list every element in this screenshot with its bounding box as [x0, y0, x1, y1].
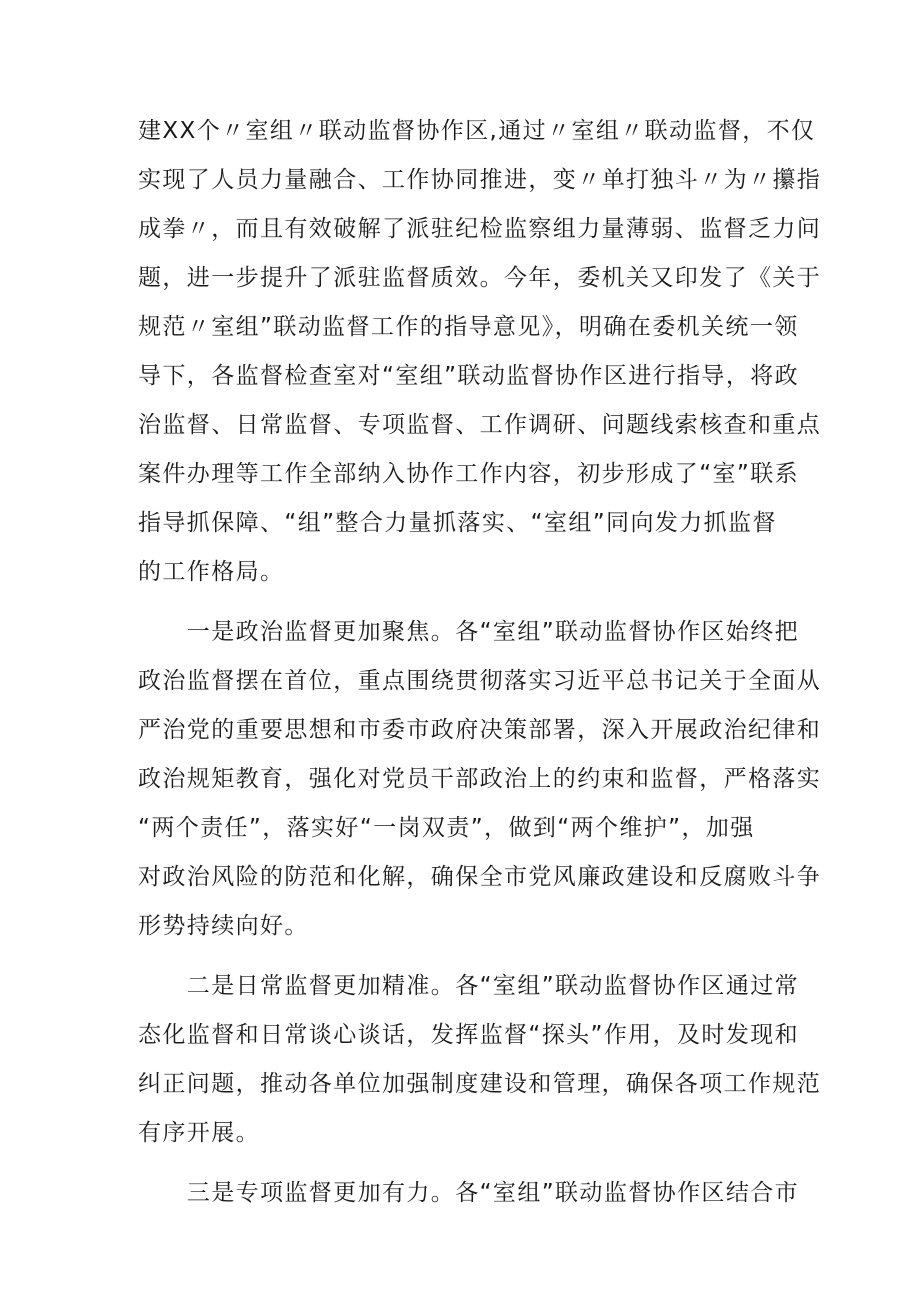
paragraph-spacer	[138, 597, 798, 608]
paragraph-intro	[138, 107, 822, 597]
text-line: 建XX个〃室组〃联动监督协作区,通过〃室组〃联动监督，不仅	[138, 118, 816, 144]
text-line: 一是政治监督更加聚焦。各“室组”联动监督协作区始终把	[138, 619, 800, 645]
text-line: 态化监督和日常谈心谈话，发挥监督“探头”作用，及时发现和	[138, 1022, 800, 1048]
text-line: 政治监督摆在首位，重点围绕贯彻落实习近平总书记关于全面从	[138, 668, 822, 694]
body-text	[138, 107, 822, 1218]
text-line: 纠正问题，推动各单位加强制度建设和管理，确保各项工作规范	[138, 1071, 822, 1097]
paragraph-spacer	[138, 1158, 798, 1169]
text-line: “两个责任”，落实好“一岗双责”，做到“两个维护”，加强	[138, 815, 755, 841]
text-line: 导下，各监督检查室对“室组”联动监督协作区进行指导，将政	[138, 363, 800, 389]
text-line: 对政治风险的防范和化解，确保全市党风廉政建设和反腐败斗争	[138, 864, 822, 890]
text-line: 二是日常监督更加精准。各“室组”联动监督协作区通过常	[138, 973, 800, 999]
text-line: 治监督、日常监督、专项监督、工作调研、问题线索核查和重点	[138, 412, 822, 438]
paragraph-spacer	[138, 951, 798, 962]
text-line: 严治党的重要思想和市委市政府决策部署，深入开展政治纪律和	[138, 717, 822, 743]
text-line: 规范〃室组”联动监督工作的指导意见》，明确在委机关统一领	[138, 314, 799, 340]
text-line: 案件办理等工作全部纳入协作工作内容，初步形成了“室”联系	[138, 461, 800, 487]
text-line: 政治规矩教育，强化对党员干部政治上的约束和监督，严格落实	[138, 766, 822, 792]
text-line: 成拳〃，而且有效破解了派驻纪检监察组力量薄弱、监督乏力问	[138, 216, 822, 242]
text-line: 的工作格局。	[138, 559, 285, 585]
paragraph-political-supervision	[138, 608, 822, 951]
text-line: 题，进一步提升了派驻监督质效。今年，委机关又印发了《关于	[138, 265, 822, 291]
paragraph-daily-supervision	[138, 962, 822, 1158]
paragraph-special-supervision	[138, 1169, 798, 1218]
text-line: 实现了人员力量融合、工作协同推进，变〃单打独斗〃为〃攥指	[138, 167, 822, 193]
text-line: 形势持续向好。	[138, 913, 309, 939]
text-line: 指导抓保障、“组”整合力量抓落实、“室组”同向发力抓监督	[138, 510, 777, 536]
text-line: 有序开展。	[138, 1120, 260, 1146]
text-line: 三是专项监督更加有力。各“室组”联动监督协作区结合市	[138, 1180, 800, 1206]
